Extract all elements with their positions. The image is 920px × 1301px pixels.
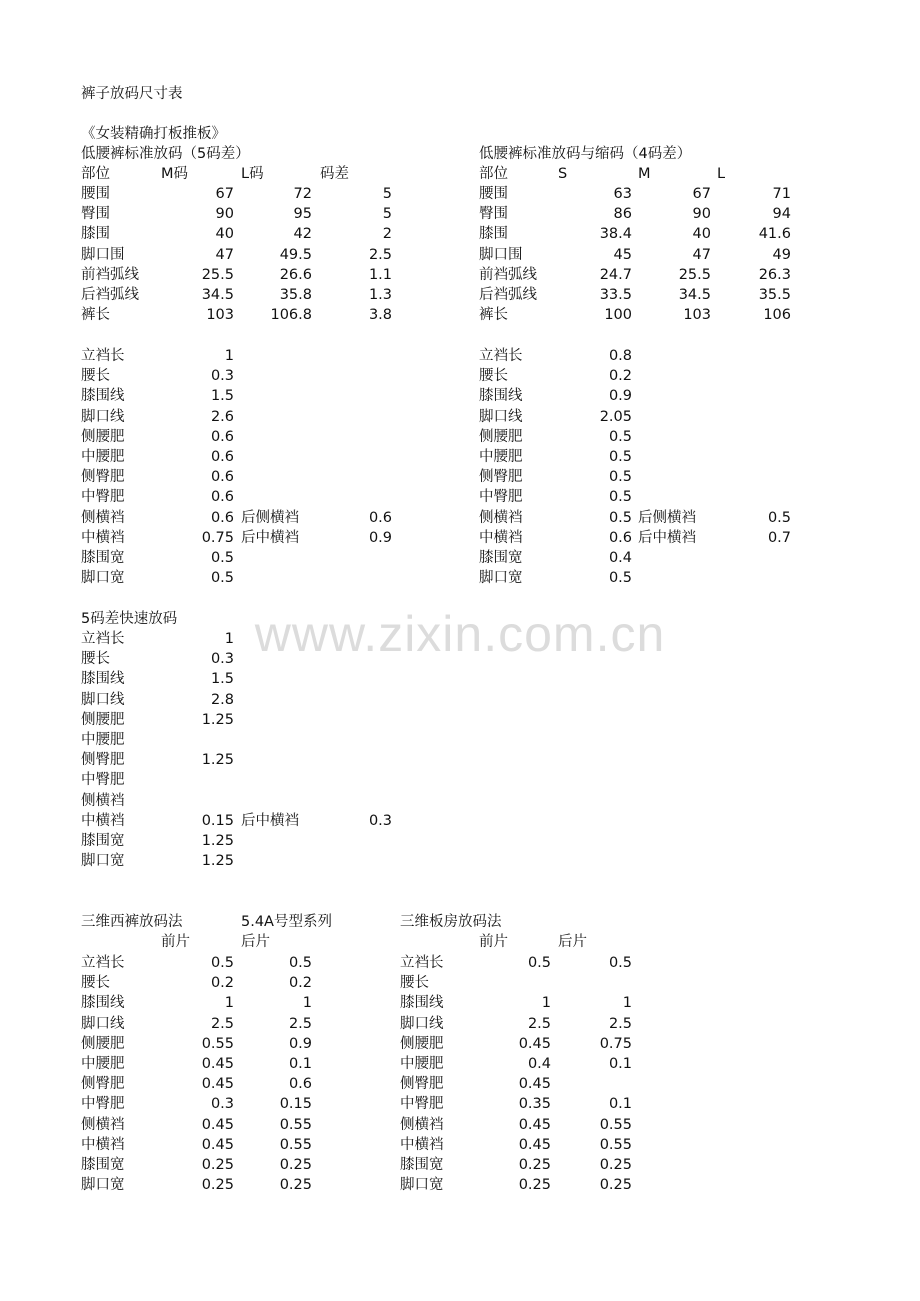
grade-label: 侧横裆 — [81, 509, 125, 526]
back-value: 0.2 — [288, 975, 312, 992]
table-cell: 100 — [604, 307, 632, 324]
back-value: 0.75 — [599, 1035, 632, 1052]
back-value: 0.1 — [608, 1096, 632, 1113]
grade-label-extra: 后中横裆 — [638, 529, 696, 546]
row-label: 中横裆 — [400, 1136, 444, 1153]
grade-value: 0.5 — [608, 489, 632, 506]
back-value: 0.55 — [279, 1136, 312, 1153]
table-cell: 40 — [215, 226, 234, 243]
column-header: L码 — [241, 166, 264, 182]
grade-label-extra: 后侧横裆 — [638, 509, 696, 526]
grade-value: 0.9 — [608, 388, 632, 405]
back-value — [552, 973, 632, 993]
row-label: 脚口围 — [479, 246, 523, 263]
grade-label: 膝围线 — [479, 388, 523, 405]
back-value: 2.5 — [288, 1015, 312, 1032]
row-label: 膝围 — [81, 226, 110, 243]
grade-value: 0.5 — [210, 550, 234, 566]
grade-value: 0.2 — [608, 368, 632, 385]
table-cell: 95 — [293, 206, 312, 223]
grade-value: 0.5 — [608, 428, 632, 445]
table-cell: 47 — [215, 246, 234, 263]
table-cell: 90 — [692, 206, 711, 223]
row-label: 裤长 — [81, 307, 110, 324]
row-label: 脚口围 — [81, 246, 125, 263]
front-value: 0.2 — [210, 975, 234, 992]
back-value: 1 — [622, 995, 632, 1012]
grade-label: 立裆长 — [479, 348, 523, 364]
grade-label: 侧腰肥 — [81, 428, 125, 445]
back-value: 0.9 — [288, 1035, 312, 1052]
back-value — [552, 1074, 632, 1094]
section-subtitle: 5.4A号型系列 — [241, 914, 332, 930]
front-value: 0.45 — [201, 1136, 234, 1153]
table-cell: 2.5 — [368, 246, 392, 263]
grade-label: 立裆长 — [81, 348, 125, 364]
back-value: 0.15 — [279, 1096, 312, 1113]
table-cell: 3.8 — [368, 307, 392, 324]
grade-label: 脚口线 — [479, 408, 523, 425]
column-header: M码 — [161, 166, 189, 182]
grade-value: 0.5 — [608, 449, 632, 465]
grade-value: 2.05 — [599, 408, 632, 425]
table-cell: 90 — [215, 206, 234, 223]
table-cell: 35.5 — [758, 287, 791, 303]
row-label: 侧臀肥 — [81, 752, 125, 769]
row-value — [154, 770, 234, 790]
table-cell: 1.1 — [368, 266, 392, 283]
row-value — [154, 730, 234, 750]
row-label: 膝围宽 — [81, 833, 125, 849]
front-value: 0.45 — [518, 1076, 551, 1093]
front-value: 1 — [224, 995, 234, 1012]
back-value: 0.5 — [608, 955, 632, 971]
section-title: 5码差快速放码 — [81, 611, 178, 627]
row-label: 中腰肥 — [81, 732, 125, 748]
grade-label-extra: 后侧横裆 — [241, 509, 299, 526]
grade-label: 中臀肥 — [479, 489, 523, 506]
front-value — [471, 973, 551, 993]
grade-label: 腰长 — [81, 368, 110, 385]
row-label: 中腰肥 — [400, 1056, 444, 1072]
row-value: 1.25 — [201, 752, 234, 769]
grade-value: 2.6 — [210, 408, 234, 425]
table-cell: 42 — [293, 226, 312, 243]
row-value: 1.25 — [201, 833, 234, 849]
grade-value: 0.3 — [210, 368, 234, 385]
table-cell: 34.5 — [678, 287, 711, 303]
grade-value: 1 — [224, 348, 234, 364]
row-label: 臀围 — [81, 206, 110, 223]
grade-value: 0.4 — [608, 550, 632, 566]
row-value-extra: 0.3 — [368, 812, 392, 829]
row-label: 立裆长 — [400, 955, 444, 971]
row-label: 中臀肥 — [81, 1096, 125, 1113]
row-label: 侧臀肥 — [81, 1076, 125, 1093]
column-header: 后片 — [558, 934, 587, 950]
grade-value: 0.5 — [608, 509, 632, 526]
row-label: 脚口线 — [81, 691, 125, 708]
section-title: 三维板房放码法 — [400, 914, 502, 930]
grade-label: 膝围宽 — [479, 550, 523, 566]
table-cell: 25.5 — [201, 266, 234, 283]
grade-value: 0.6 — [210, 489, 234, 506]
book-title: 《女装精确打板推板》 — [81, 126, 226, 142]
row-label: 中横裆 — [81, 1136, 125, 1153]
row-label: 脚口宽 — [81, 853, 125, 870]
row-label: 腰围 — [81, 186, 110, 202]
grade-value: 0.5 — [608, 570, 632, 587]
table-cell: 33.5 — [599, 287, 632, 303]
front-value: 0.45 — [518, 1136, 551, 1153]
row-value: 1 — [224, 631, 234, 647]
row-label: 脚口宽 — [400, 1177, 444, 1194]
grade-label: 脚口宽 — [81, 570, 125, 587]
front-value: 0.45 — [201, 1116, 234, 1133]
grade-value: 1.5 — [210, 388, 234, 405]
row-label: 膝围线 — [81, 671, 125, 688]
row-value: 1.5 — [210, 671, 234, 688]
row-label: 侧腰肥 — [81, 711, 125, 728]
document-title: 裤子放码尺寸表 — [81, 86, 183, 102]
row-label: 腰围 — [479, 186, 508, 202]
row-label: 脚口线 — [400, 1015, 444, 1032]
front-value: 2.5 — [210, 1015, 234, 1032]
table-cell: 106 — [763, 307, 791, 324]
table-cell: 71 — [772, 186, 791, 202]
back-value: 0.55 — [279, 1116, 312, 1133]
column-header: M — [638, 166, 651, 182]
row-label: 前裆弧线 — [479, 266, 537, 283]
column-header: L — [717, 166, 726, 182]
back-value: 0.25 — [279, 1177, 312, 1194]
grade-label: 侧横裆 — [479, 509, 523, 526]
table-cell: 106.8 — [270, 307, 312, 324]
table-cell: 34.5 — [201, 287, 234, 303]
grade-label: 膝围线 — [81, 388, 125, 405]
row-label: 膝围线 — [400, 995, 444, 1012]
front-value: 1 — [541, 995, 551, 1012]
row-value — [154, 791, 234, 811]
table-cell: 94 — [772, 206, 791, 223]
grade-value-extra: 0.5 — [767, 509, 791, 526]
grade-label: 中臀肥 — [81, 489, 125, 506]
row-label: 侧横裆 — [81, 792, 125, 809]
row-label: 裤长 — [479, 307, 508, 324]
row-value: 2.8 — [210, 691, 234, 708]
grade-label: 侧臀肥 — [81, 469, 125, 486]
row-label: 立裆长 — [81, 955, 125, 971]
table-cell: 49 — [772, 246, 791, 263]
row-label: 侧臀肥 — [400, 1076, 444, 1093]
row-label: 侧横裆 — [81, 1116, 125, 1133]
front-value: 0.45 — [518, 1035, 551, 1052]
row-label: 膝围宽 — [400, 1157, 444, 1173]
back-value: 1 — [302, 995, 312, 1012]
grade-value-extra: 0.7 — [767, 529, 791, 546]
table-cell: 35.8 — [279, 287, 312, 303]
table-cell: 67 — [215, 186, 234, 202]
front-value: 0.45 — [201, 1056, 234, 1072]
back-value: 0.25 — [279, 1157, 312, 1173]
front-value: 0.55 — [201, 1035, 234, 1052]
table-cell: 63 — [613, 186, 632, 202]
front-value: 0.35 — [518, 1096, 551, 1113]
row-label: 膝围线 — [81, 995, 125, 1012]
front-value: 0.25 — [518, 1177, 551, 1194]
grade-label: 侧腰肥 — [479, 428, 523, 445]
table-cell: 40 — [692, 226, 711, 243]
column-header: S — [558, 166, 568, 182]
front-value: 0.3 — [210, 1096, 234, 1113]
front-value: 0.5 — [527, 955, 551, 971]
grade-label: 侧臀肥 — [479, 469, 523, 486]
table-cell: 67 — [692, 186, 711, 202]
table-cell: 1.3 — [368, 287, 392, 303]
row-label: 前裆弧线 — [81, 266, 139, 283]
grade-label: 中横裆 — [479, 529, 523, 546]
back-value: 0.25 — [599, 1157, 632, 1173]
watermark: www.zixin.com.cn — [254, 606, 666, 662]
back-value: 0.6 — [288, 1076, 312, 1093]
grade-label: 中横裆 — [81, 529, 125, 546]
back-value: 0.25 — [599, 1177, 632, 1194]
row-label: 膝围 — [479, 226, 508, 243]
column-header: 后片 — [241, 934, 270, 950]
back-value: 2.5 — [608, 1015, 632, 1032]
grade-value-extra: 0.9 — [368, 529, 392, 546]
back-value: 0.1 — [288, 1056, 312, 1072]
front-value: 0.5 — [210, 955, 234, 971]
front-value: 0.25 — [201, 1157, 234, 1173]
column-header: 部位 — [479, 166, 508, 182]
row-label: 脚口宽 — [81, 1177, 125, 1194]
table-cell: 86 — [613, 206, 632, 223]
table-cell: 103 — [683, 307, 711, 324]
back-value: 0.5 — [288, 955, 312, 971]
column-header: 前片 — [479, 934, 508, 950]
front-value: 2.5 — [527, 1015, 551, 1032]
row-label: 立裆长 — [81, 631, 125, 647]
column-header: 前片 — [161, 934, 190, 950]
grade-value: 0.75 — [201, 529, 234, 546]
table-cell: 26.6 — [279, 266, 312, 283]
table-cell: 38.4 — [599, 226, 632, 243]
table-cell: 5 — [382, 186, 392, 202]
back-value: 0.55 — [599, 1136, 632, 1153]
row-label: 后裆弧线 — [81, 287, 139, 303]
table-cell: 41.6 — [758, 226, 791, 243]
row-label: 膝围宽 — [81, 1157, 125, 1173]
row-value: 1.25 — [201, 853, 234, 870]
grade-value: 0.6 — [210, 509, 234, 526]
grade-value: 0.6 — [210, 428, 234, 445]
section-title: 低腰裤标准放码与缩码（4码差） — [479, 146, 692, 162]
grade-label: 中腰肥 — [479, 449, 523, 465]
table-cell: 24.7 — [599, 266, 632, 283]
table-cell: 45 — [613, 246, 632, 263]
table-cell: 47 — [692, 246, 711, 263]
section-title: 三维西裤放码法 — [81, 914, 183, 930]
row-label: 腰长 — [400, 975, 429, 992]
grade-label-extra: 后中横裆 — [241, 529, 299, 546]
row-label: 侧横裆 — [400, 1116, 444, 1133]
front-value: 0.25 — [518, 1157, 551, 1173]
grade-value: 0.6 — [210, 449, 234, 465]
row-label: 脚口线 — [81, 1015, 125, 1032]
back-value: 0.1 — [608, 1056, 632, 1072]
grade-label: 腰长 — [479, 368, 508, 385]
column-header: 码差 — [320, 166, 349, 182]
grade-label: 膝围宽 — [81, 550, 125, 566]
row-value: 1.25 — [201, 711, 234, 728]
front-value: 0.45 — [201, 1076, 234, 1093]
grade-value-extra: 0.6 — [368, 509, 392, 526]
grade-label: 脚口线 — [81, 408, 125, 425]
table-cell: 25.5 — [678, 266, 711, 283]
grade-value: 0.5 — [608, 469, 632, 486]
row-label: 后裆弧线 — [479, 287, 537, 303]
row-label: 中臀肥 — [81, 772, 125, 789]
grade-value: 0.6 — [210, 469, 234, 486]
grade-label: 中腰肥 — [81, 449, 125, 465]
table-cell: 103 — [206, 307, 234, 324]
table-cell: 26.3 — [758, 266, 791, 283]
back-value: 0.55 — [599, 1116, 632, 1133]
table-cell: 5 — [382, 206, 392, 223]
row-label: 臀围 — [479, 206, 508, 223]
row-label: 中臀肥 — [400, 1096, 444, 1113]
grade-label: 脚口宽 — [479, 570, 523, 587]
front-value: 0.4 — [527, 1056, 551, 1072]
grade-value: 0.6 — [608, 529, 632, 546]
row-label: 中腰肥 — [81, 1056, 125, 1072]
grade-value: 0.5 — [210, 570, 234, 587]
column-header: 部位 — [81, 166, 110, 182]
table-cell: 72 — [293, 186, 312, 202]
row-label: 侧腰肥 — [400, 1035, 444, 1052]
row-label: 侧腰肥 — [81, 1035, 125, 1052]
row-value: 0.15 — [201, 812, 234, 829]
section-title: 低腰裤标准放码（5码差） — [81, 146, 250, 162]
table-cell: 49.5 — [279, 246, 312, 263]
front-value: 0.45 — [518, 1116, 551, 1133]
row-label: 腰长 — [81, 975, 110, 992]
front-value: 0.25 — [201, 1177, 234, 1194]
row-value: 0.3 — [210, 651, 234, 668]
grade-value: 0.8 — [608, 348, 632, 364]
table-cell: 2 — [382, 226, 392, 243]
row-label-extra: 后中横裆 — [241, 812, 299, 829]
row-label: 腰长 — [81, 651, 110, 668]
row-label: 中横裆 — [81, 812, 125, 829]
